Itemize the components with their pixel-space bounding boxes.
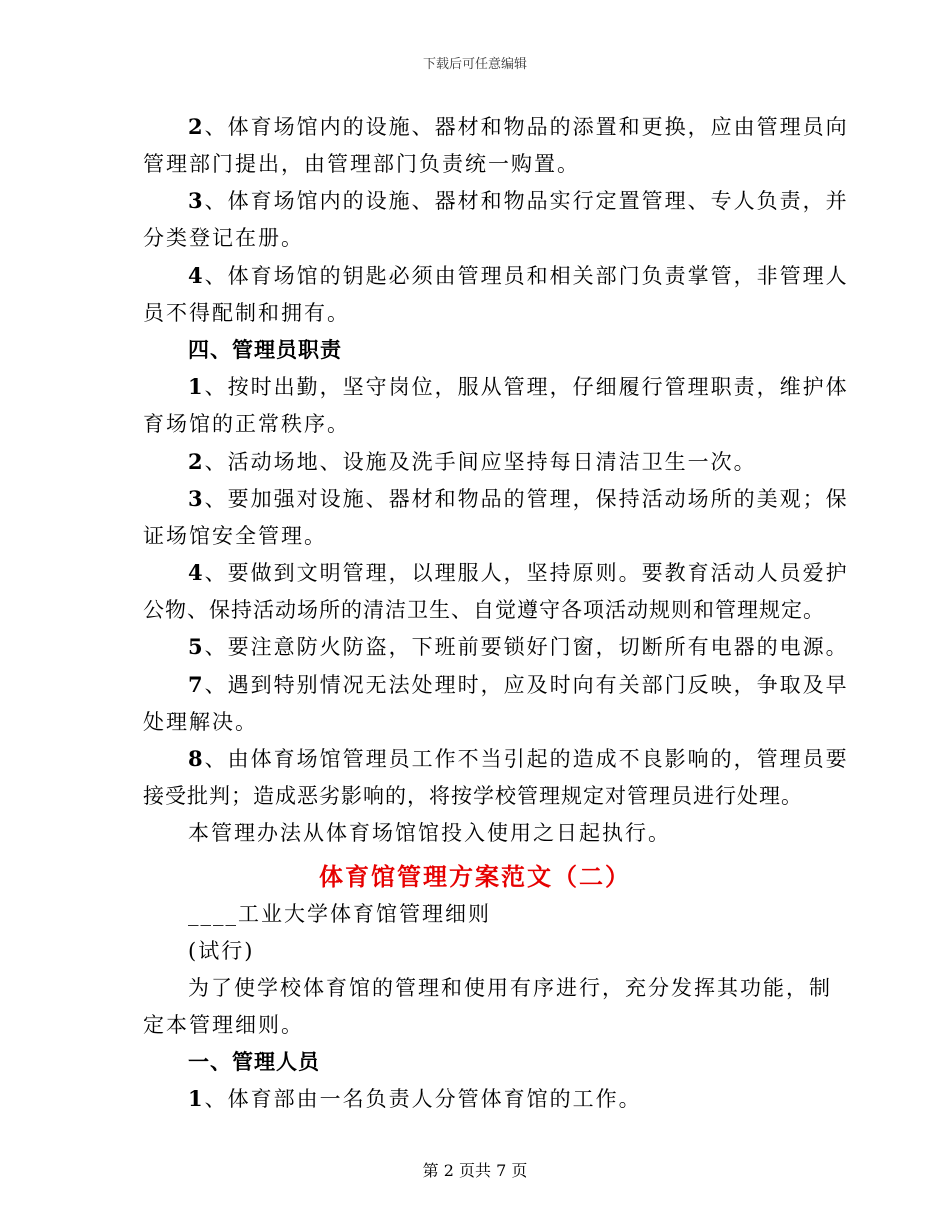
paragraph-line [188,672,849,698]
item-number: 4 [188,560,205,585]
item-number: 8 [188,746,205,771]
paragraph-line [188,820,671,846]
paragraph-line [188,746,849,772]
line-text: 、由体育场馆管理员工作不当引起的造成不良影响的，管理员要 [204,747,849,771]
paragraph-line [143,300,350,326]
paragraph-line [188,486,849,512]
line-text: 定本管理细则。 [143,1013,304,1037]
line-text: ____工业大学体育馆管理细则 [188,902,491,926]
item-number: 1 [188,374,205,399]
item-number: 3 [188,486,205,511]
paragraph-line [188,634,849,660]
line-text: 、体育部由一名负责人分管体育馆的工作。 [204,1087,642,1111]
paragraph-line [188,1086,642,1112]
item-number: 7 [188,672,205,697]
paragraph-line [143,523,327,549]
line-text: 、要做到文明管理，以理服人，坚持原则。要教育活动人员爱护 [204,561,849,585]
line-text: 、体育场馆内的设施、器材和物品实行定置管理、专人负责，并 [204,189,849,213]
paragraph-line [188,975,832,1001]
line-text: 、遇到特别情况无法处理时，应及时向有关部门反映，争取及早 [204,673,849,697]
line-text: 、按时出勤，坚守岗位，服从管理，仔细履行管理职责，维护体 [204,375,849,399]
paragraph-line [143,597,825,623]
item-number: 5 [188,634,205,659]
paragraph-line [188,938,254,964]
section-title: 体育馆管理方案范文（二） [319,862,631,891]
paragraph-line [143,709,258,735]
line-text: 公物、保持活动场所的清洁卫生、自觉遵守各项活动规则和管理规定。 [143,598,825,622]
paragraph-line [188,114,849,140]
paragraph-line [143,411,350,437]
item-number: 2 [188,449,205,474]
line-text: 处理解决。 [143,710,258,734]
paragraph-line [188,188,849,214]
paragraph-line [143,1012,304,1038]
paragraph-line [188,449,757,475]
line-text: 管理部门提出，由管理部门负责统一购置。 [143,152,580,176]
line-text: 分类登记在册。 [143,226,304,250]
line-text: (试行) [188,939,255,963]
item-number: 2 [188,114,205,139]
paragraph-line [143,225,304,251]
header-note: 下载后可任意编辑 [422,57,527,72]
page-footer: 第 2 页共 7 页 [422,1161,528,1180]
item-number: 3 [188,188,205,213]
line-text: 、要加强对设施、器材和物品的管理，保持活动场所的美观；保 [204,487,849,511]
section-heading: 一、管理人员 [188,1049,320,1074]
line-text: 本管理办法从体育场馆馆投入使用之日起执行。 [188,821,671,845]
line-text: 证场馆安全管理。 [143,524,327,548]
line-text: 、体育场馆内的设施、器材和物品的添置和更换，应由管理员向 [204,115,849,139]
line-text: 、活动场地、设施及洗手间应坚持每日清洁卫生一次。 [204,450,757,474]
line-text: 员不得配制和拥有。 [143,301,350,325]
line-text: 为了使学校体育馆的管理和使用有序进行，充分发挥其功能，制 [188,976,832,1000]
paragraph-line [188,560,849,586]
paragraph-line [188,901,491,927]
paragraph-line [188,263,849,289]
section-heading: 四、管理员职责 [188,337,342,362]
item-number: 1 [188,1086,205,1111]
line-text: 育场馆的正常秩序。 [143,412,350,436]
paragraph-line [188,374,849,400]
paragraph-line [143,783,803,809]
line-text: 、要注意防火防盗，下班前要锁好门窗，切断所有电器的电源。 [204,635,849,659]
paragraph-line [143,151,580,177]
line-text: 接受批判；造成恶劣影响的，将按学校管理规定对管理员进行处理。 [143,784,803,808]
item-number: 4 [188,263,205,288]
line-text: 、体育场馆的钥匙必须由管理员和相关部门负责掌管，非管理人 [204,264,849,288]
